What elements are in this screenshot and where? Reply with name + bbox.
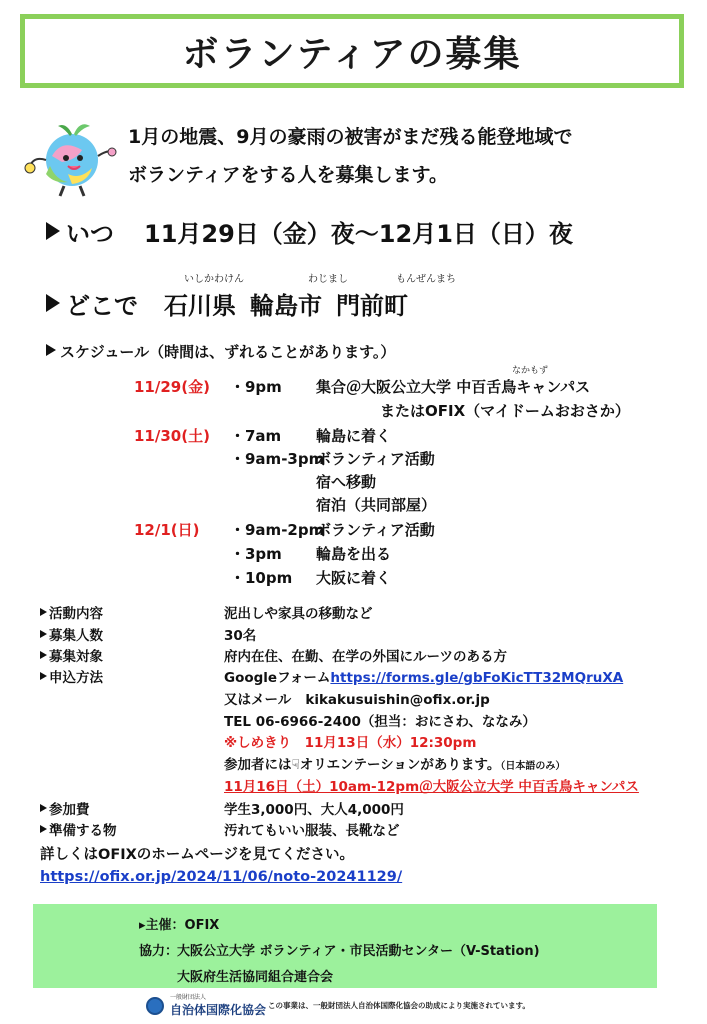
footer-note: この事業は、一般財団法人自治体国際化協会の助成により実施されています。 xyxy=(268,1001,530,1010)
when-label: いつ xyxy=(66,220,114,248)
orientation-row xyxy=(224,753,565,773)
capacity-label: 募集人数 xyxy=(49,628,103,644)
apply-tel: TEL 06-6966-2400（担当：おにさわ、ななみ） xyxy=(224,714,536,730)
organizer-coop-1: 大阪公立大学 ボランティア・市民活動センター（V-Station) xyxy=(177,944,540,959)
detail-text: 詳しくはOFIXのホームページを見てください。 xyxy=(40,847,355,863)
title-box xyxy=(20,14,684,88)
triangle-bullet-icon xyxy=(40,608,47,616)
apply-form-row xyxy=(224,666,623,686)
apply-mail-row xyxy=(224,688,490,708)
intro-text xyxy=(128,118,572,194)
city-ruby: わじまし xyxy=(308,274,348,285)
schedule-date-day2: 11/30(土) xyxy=(134,427,210,445)
schedule-item: 輪島に着く xyxy=(316,427,392,445)
fee-label: 参加費 xyxy=(49,802,90,818)
where-label: どこで xyxy=(66,292,138,320)
apply-mail-address[interactable]: kikakusuishin@ofix.or.jp xyxy=(305,692,490,708)
fee-value: 学生3,000円、大人4,000円 xyxy=(224,802,404,818)
clair-logo-name: 自治体国際化協会 xyxy=(170,1003,267,1017)
orientation-prefix: 参加者には xyxy=(224,757,292,773)
clair-logo-sub: 一般財団法人 xyxy=(170,994,207,1001)
schedule-time: ・7am xyxy=(230,427,282,445)
activity-value: 泥出しや家具の移動など xyxy=(224,606,373,622)
organizer-host: ▸主催：OFIX xyxy=(139,918,220,933)
apply-label-row xyxy=(40,666,103,686)
items-label: 準備する物 xyxy=(49,823,117,839)
when-value: 11月29日（金）夜～12月1日（日）夜 xyxy=(144,220,573,248)
deadline: ※しめきり 11月13日（水）12:30pm xyxy=(224,735,477,751)
schedule-item: 大阪に着く xyxy=(316,569,392,587)
schedule-date-day1: 11/29(金) xyxy=(134,378,210,396)
organizer-box xyxy=(33,904,657,988)
target-label-row xyxy=(40,645,103,665)
apply-mail-prefix: 又はメール xyxy=(224,692,292,708)
detail-block xyxy=(40,844,402,888)
triangle-bullet-icon xyxy=(46,222,60,240)
mascot-illustration xyxy=(22,116,118,200)
schedule-time: ・9pm xyxy=(230,378,282,396)
apply-form-prefix: Googleフォーム xyxy=(224,670,331,686)
pointing-hand-icon: ☟ xyxy=(291,757,300,773)
google-form-link[interactable]: https://forms.gle/gbFoKicTT32MQruXA xyxy=(330,670,624,686)
globe-icon xyxy=(146,997,164,1015)
target-label: 募集対象 xyxy=(49,649,103,665)
town-ruby: もんぜんまち xyxy=(396,274,456,285)
schedule-item: 輪島を出る xyxy=(316,545,392,563)
items-label-row xyxy=(40,819,117,839)
schedule-item: 集合＠大阪公立大学 中百舌鳥キャンパス xyxy=(316,378,591,396)
capacity-value: 30名 xyxy=(224,628,257,644)
organizer-coop-label: 協力： xyxy=(139,944,179,959)
where-row xyxy=(46,286,408,321)
orientation-date: 11月16日（土）10am-12pm＠大阪公立大学 中百舌鳥キャンパス xyxy=(224,779,639,795)
page-title: ボランティアの募集 xyxy=(182,33,522,75)
schedule-item: ボランティア活動 xyxy=(316,450,435,468)
when-row xyxy=(46,214,573,249)
activity-label-row xyxy=(40,602,103,622)
where-city: 輪島市 xyxy=(250,292,322,320)
triangle-bullet-icon xyxy=(40,825,47,833)
orientation-text: オリエンテーションがあります。 xyxy=(299,757,501,773)
intro-line-1: 1月の地震、9月の豪雨の被害がまだ残る能登地域で xyxy=(128,126,573,148)
schedule-time: ・10pm xyxy=(230,569,293,587)
schedule-time: ・3pm xyxy=(230,545,282,563)
clair-logo-text xyxy=(170,994,266,1018)
fee-label-row xyxy=(40,798,90,818)
schedule-item: 宿へ移動 xyxy=(316,473,377,491)
where-town: 門前町 xyxy=(336,292,408,320)
triangle-bullet-icon xyxy=(40,630,47,638)
triangle-bullet-icon xyxy=(46,294,60,312)
schedule-item: ボランティア活動 xyxy=(316,521,435,539)
intro-line-2: ボランティアをする人を募集します。 xyxy=(128,164,448,186)
clair-logo xyxy=(146,994,266,1018)
activity-label: 活動内容 xyxy=(49,606,103,622)
triangle-bullet-icon xyxy=(40,651,47,659)
schedule-time: ・9am-2pm xyxy=(230,521,325,539)
orientation-note: （日本語のみ） xyxy=(500,761,566,772)
apply-label: 申込方法 xyxy=(49,670,103,686)
schedule-title: スケジュール（時間は、ずれることがあります。） xyxy=(60,343,396,361)
triangle-bullet-icon xyxy=(46,344,56,356)
capacity-label-row xyxy=(40,624,103,644)
pref-ruby: いしかわけん xyxy=(184,274,244,285)
schedule-item: 宿泊（共同部屋） xyxy=(316,496,437,514)
target-value: 府内在住、在勤、在学の外国にルーツのある方 xyxy=(224,649,507,665)
triangle-bullet-icon xyxy=(40,672,47,680)
items-value: 汚れてもいい服装、長靴など xyxy=(224,823,400,839)
schedule-time: ・9am-3pm xyxy=(230,450,325,468)
triangle-bullet-icon xyxy=(40,804,47,812)
where-pref: 石川県 xyxy=(164,292,236,320)
ofix-homepage-link[interactable]: https://ofix.or.jp/2024/11/06/noto-20241129/ xyxy=(40,869,403,885)
schedule-title-row xyxy=(46,341,395,362)
campus-ruby: なかもず xyxy=(512,366,549,376)
schedule-item-sub: またはOFIX（マイドームおおさか） xyxy=(380,402,630,420)
schedule-date-day3: 12/1(日) xyxy=(134,521,200,539)
organizer-coop-2: 大阪府生活協同組合連合会 xyxy=(177,970,334,985)
